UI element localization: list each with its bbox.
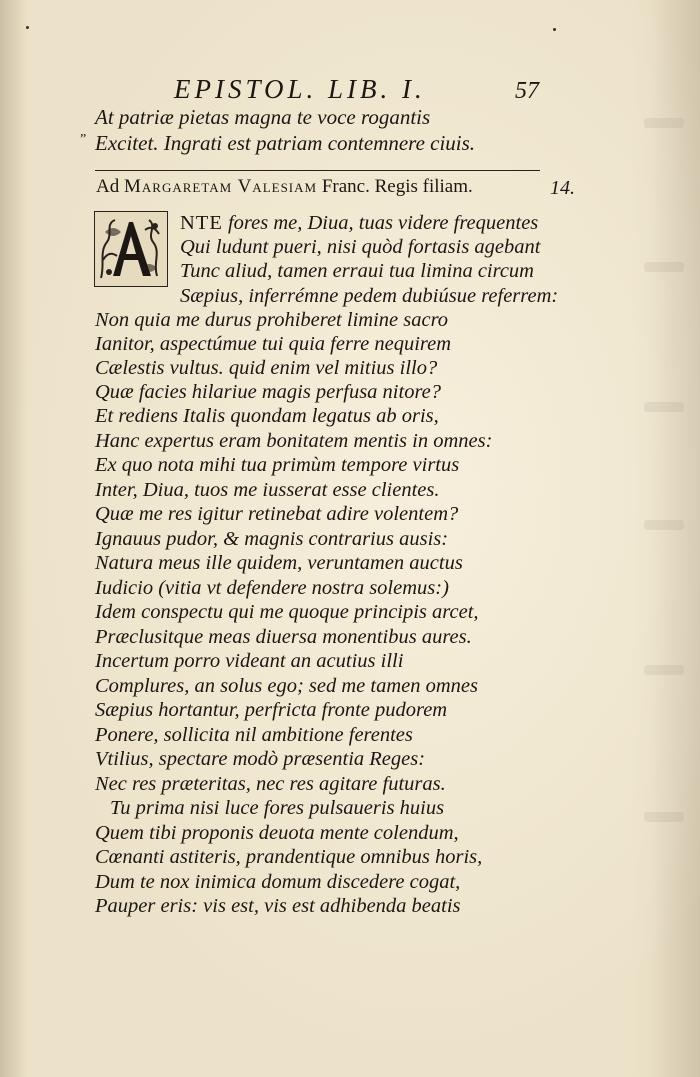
poem-line: Ex quo nota mihi tua primùm tempore virtus	[95, 454, 460, 476]
poem-line: Et rediens Italis quondam legatus ab oris,	[95, 405, 439, 427]
paper-speck	[26, 26, 29, 29]
poem-line: Idem conspectu qui me quoque principis arcet,	[95, 601, 479, 623]
dedication-suffix: Franc. Regis filiam.	[317, 176, 473, 197]
poem-line: Quæ facies hilariue magis perfusa nitore?	[95, 381, 442, 403]
first-word-caps: NTE	[180, 212, 223, 234]
bleed-through-mark	[644, 118, 684, 128]
poem-line-first	[180, 211, 538, 235]
poem-line: Præclusitque meas diuersa monentibus aures.	[95, 626, 472, 648]
poem-line: Quæ me res igitur retinebat adire volentem?	[95, 503, 459, 525]
epistle-dedication	[96, 176, 473, 198]
folio-number: 57	[515, 78, 539, 104]
running-title: EPISTOL. LIB. I.	[174, 74, 426, 104]
prev-epistle-line: At patriæ pietas magna te voce rogantis	[95, 105, 431, 129]
poem-line: Tu prima nisi luce fores pulsaueris huius	[110, 797, 445, 819]
epistle-number: 14.	[550, 177, 575, 199]
poem-line: Quem tibi proponis deuota mente colendum,	[95, 822, 459, 844]
poem-line: Natura meus ille quidem, veruntamen auctus	[95, 552, 463, 574]
poem-line: Cælestis vultus. quid enim vel mitius illo?	[95, 357, 438, 379]
bleed-through-mark	[644, 520, 684, 530]
poem-line: Iudicio (vitia vt defendere nostra solemus:)	[95, 577, 449, 599]
poem-line: Sæpius hortantur, perfricta fronte pudorem	[95, 699, 448, 721]
bleed-through-mark	[644, 812, 684, 822]
poem-line: Qui ludunt pueri, nisi quòd fortasis agebant	[180, 236, 541, 258]
dedication-prefix: Ad	[96, 176, 124, 197]
bleed-through-mark	[644, 262, 684, 272]
bleed-through-mark	[644, 665, 684, 675]
section-rule	[95, 170, 540, 171]
poem-line: Hanc expertus eram bonitatem mentis in omnes:	[95, 430, 493, 452]
dedication-name: Margaretam Valesiam	[123, 176, 318, 197]
poem-line: Sæpius, inferrémne pedem dubiúsue referrem:	[180, 285, 559, 307]
poem-line: Dum te nox inimica domum discedere cogat,	[95, 871, 461, 893]
quotation-mark: ”	[80, 132, 87, 147]
bleed-through-mark	[644, 402, 684, 412]
first-line-rest: fores me, Diua, tuas videre frequentes	[222, 212, 539, 234]
poem-line: Pauper eris: vis est, vis est adhibenda beatis	[95, 895, 461, 917]
prev-epistle-line: Excitet. Ingrati est patriam contemnere ciuis.	[95, 131, 476, 155]
poem-line: Tunc aliud, tamen erraui tua limina circum	[180, 260, 534, 282]
poem-line: Cœnanti astiteris, prandentique omnibus horis,	[95, 846, 483, 868]
paper-speck	[553, 28, 556, 31]
poem-line: Non quia me durus prohiberet limine sacro	[95, 309, 449, 331]
floral-ornament-icon	[95, 212, 167, 286]
poem-line: Complures, an solus ego; sed me tamen omnes	[95, 675, 479, 697]
decorated-initial	[94, 211, 168, 287]
poem-line: Nec res præteritas, nec res agitare futuras.	[95, 773, 446, 795]
poem-line: Ianitor, aspectúmue tui quia ferre nequirem	[95, 333, 452, 355]
poem-line: Vtilius, spectare modò præsentia Reges:	[95, 748, 426, 770]
poem-line: Ignauus pudor, & magnis contrarius ausis:	[95, 528, 449, 550]
poem-line: Ponere, sollicita nil ambitione ferentes	[95, 724, 413, 746]
poem-line: Inter, Diua, tuos me iusserat esse clientes.	[95, 479, 440, 501]
facing-page-bleed	[630, 0, 700, 1077]
poem-line: Incertum porro videant an acutius illi	[95, 650, 404, 672]
